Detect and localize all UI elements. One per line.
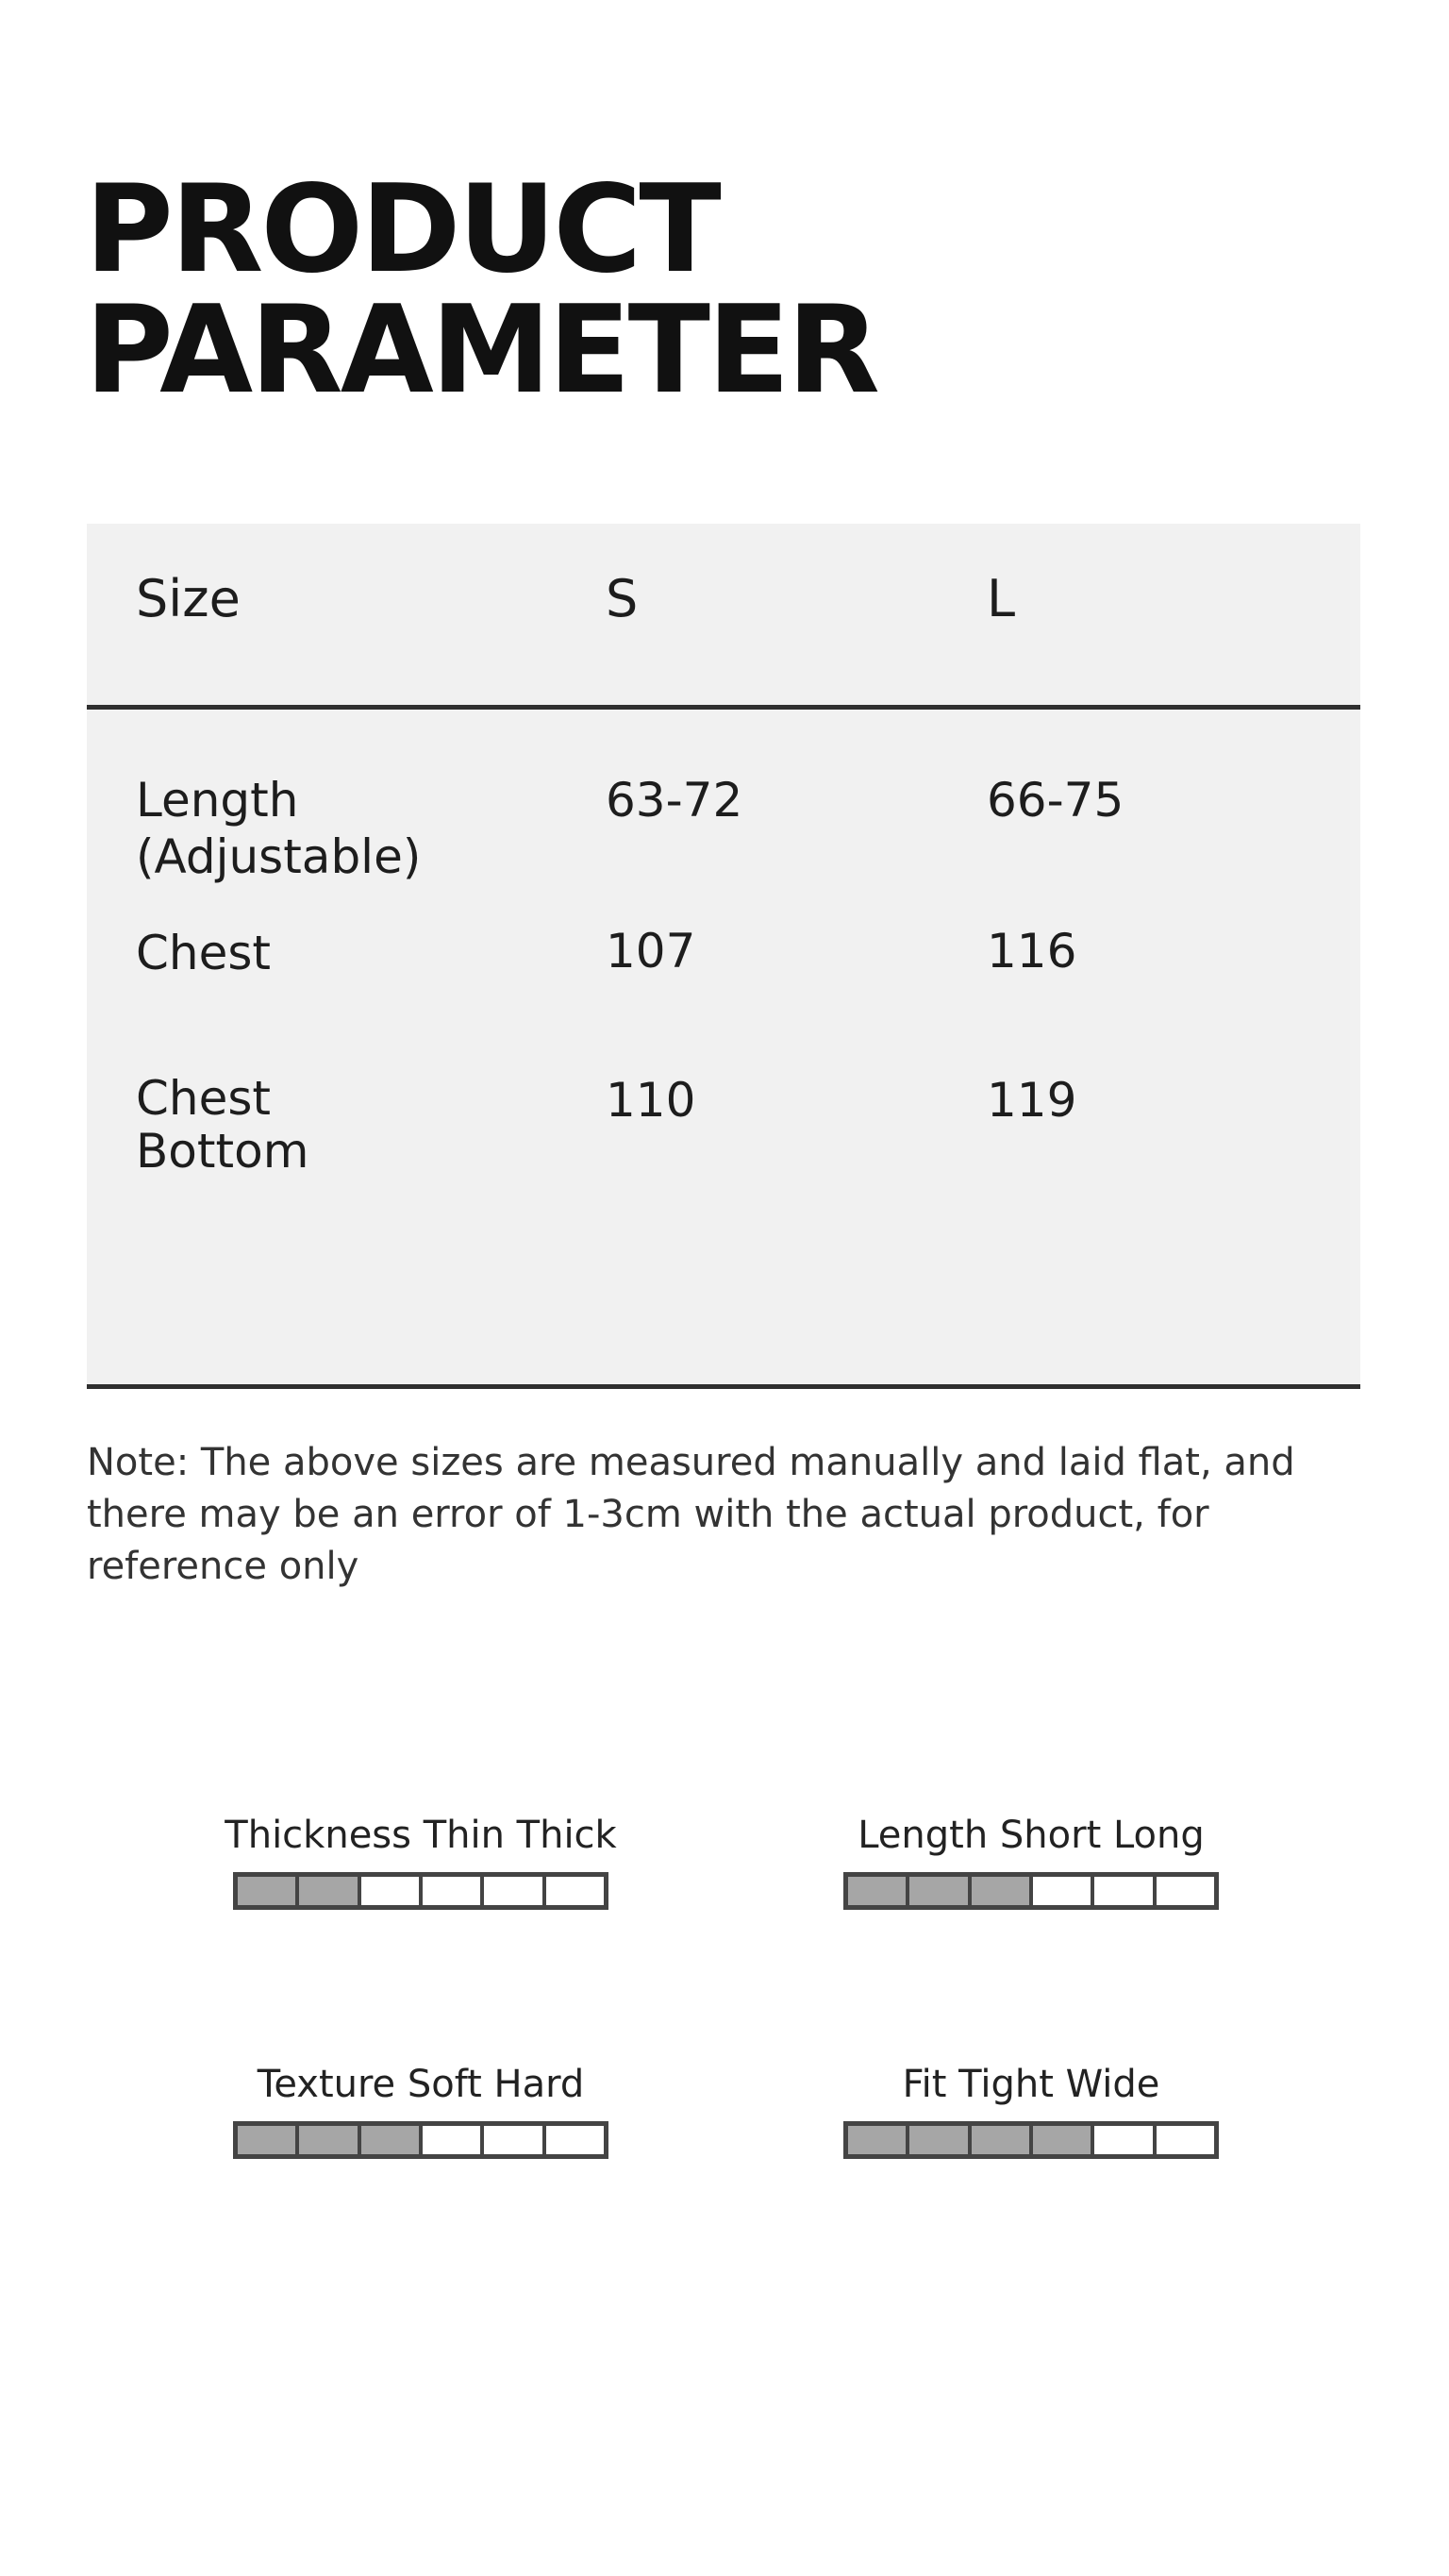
rating-thickness-label: Thickness Thin Thick [225, 1814, 617, 1857]
rating-segment-empty [1094, 1877, 1156, 1905]
rating-length-bar [843, 1872, 1219, 1910]
rating-texture-label: Texture Soft Hard [257, 2063, 585, 2106]
title-line-2: PARAMETER [85, 280, 877, 421]
row-chest-bottom-label [136, 1072, 570, 1178]
rating-segment-filled [1033, 2126, 1094, 2154]
rating-segment-filled [361, 2126, 423, 2154]
rating-segment-empty [361, 1877, 423, 1905]
rating-length-label: Length Short Long [858, 1814, 1205, 1857]
row-chest-bottom-s: 110 [606, 1073, 696, 1128]
header-s: S [606, 569, 639, 628]
rating-fit-label: Fit Tight Wide [902, 2063, 1160, 2106]
rating-fit [833, 2061, 1229, 2159]
row-length-l: 66-75 [987, 773, 1124, 828]
measurement-note: Note: The above sizes are measured manually and laid flat, and there may be an error of 1-3cm with the actual product, for reference only [87, 1441, 1295, 1588]
rating-length [833, 1812, 1229, 1910]
rating-thickness [223, 1812, 619, 1910]
rating-segment-empty [1157, 1877, 1214, 1905]
rating-segment-empty [423, 2126, 484, 2154]
rating-segment-empty [423, 1877, 484, 1905]
header-size: Size [136, 569, 241, 628]
rating-segment-filled [238, 2126, 299, 2154]
rating-texture-bar [233, 2121, 608, 2159]
rating-thickness-bar [233, 1872, 608, 1910]
rating-segment-empty [546, 1877, 604, 1905]
row-chest-bottom-label-line-2: Bottom [136, 1124, 309, 1179]
table-bottom-divider [87, 1384, 1360, 1389]
row-chest-bottom-l: 119 [987, 1073, 1077, 1128]
row-length-label [136, 772, 570, 885]
row-length-label-line-2: (Adjustable) [136, 829, 422, 884]
rating-segment-empty [1033, 1877, 1094, 1905]
rating-segment-filled [299, 2126, 360, 2154]
rating-segment-empty [1157, 2126, 1214, 2154]
rating-segment-filled [972, 2126, 1033, 2154]
row-chest-l: 116 [987, 924, 1077, 979]
title-line-1: PRODUCT [85, 159, 719, 300]
rating-segment-filled [909, 2126, 971, 2154]
rating-segment-filled [972, 1877, 1033, 1905]
rating-segment-filled [848, 2126, 909, 2154]
rating-segment-filled [238, 1877, 299, 1905]
row-length-label-line-1: Length [136, 773, 299, 828]
page-title [85, 159, 877, 421]
row-chest-bottom-label-line-1: Chest [136, 1071, 272, 1126]
rating-segment-filled [909, 1877, 971, 1905]
rating-segment-empty [1094, 2126, 1156, 2154]
header-l: L [987, 569, 1016, 628]
row-length-s: 63-72 [606, 773, 743, 828]
row-chest-s: 107 [606, 924, 696, 979]
table-header-divider [87, 705, 1360, 710]
row-chest-label: Chest [136, 926, 272, 980]
rating-segment-empty [484, 2126, 545, 2154]
rating-segment-filled [848, 1877, 909, 1905]
rating-segment-filled [299, 1877, 360, 1905]
rating-segment-empty [546, 2126, 604, 2154]
rating-fit-bar [843, 2121, 1219, 2159]
rating-segment-empty [484, 1877, 545, 1905]
rating-texture [223, 2061, 619, 2159]
